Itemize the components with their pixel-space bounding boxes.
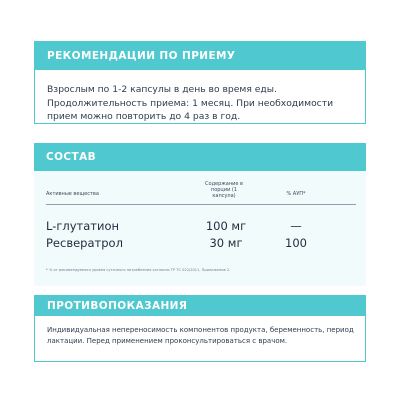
- table-header: [46, 181, 356, 201]
- dosage-line-3: прием можно повторить до 4 раз в год.: [47, 111, 241, 122]
- ingredient-name: L-глутатион: [46, 219, 120, 233]
- contraindications-line-1: Индивидуальная непереносимость компонентов продукта, беременность, период: [47, 326, 354, 334]
- dosage-text: [35, 70, 365, 124]
- ingredient-amount: 100 мг: [205, 219, 247, 233]
- composition-table: [34, 171, 366, 286]
- table-row: [46, 236, 356, 252]
- dosage-title: РЕКОМЕНДАЦИИ ПО ПРИЕМУ: [35, 42, 365, 70]
- composition-title: СОСТАВ: [34, 143, 366, 171]
- composition-footnote: * % от рекомендуемого уровня суточного потребления согласно ТР ТС 022/2011, Приложение 2.: [46, 268, 231, 272]
- contraindications-line-2: лактации. Перед применением проконсультироваться с врачом.: [47, 336, 288, 345]
- contraindications-title: ПРОТИВОПОКАЗАНИЯ: [35, 296, 365, 316]
- header-divider: [46, 204, 356, 205]
- ingredient-percent: 100: [285, 236, 307, 250]
- header-content: Содержание в порции (1 капсула): [205, 181, 243, 199]
- contraindications-card: [34, 295, 366, 362]
- header-percent: % АУП*: [286, 191, 306, 197]
- dosage-card: [34, 41, 366, 124]
- ingredient-percent: —: [290, 219, 302, 233]
- header-active: Активные вещества: [46, 191, 99, 197]
- ingredient-name: Ресвератрол: [46, 236, 123, 250]
- dosage-line-2: Продолжительность приема: 1 месяц. При необходимости: [47, 97, 334, 109]
- contraindications-text: [35, 316, 365, 346]
- table-row: [46, 219, 356, 235]
- dosage-line-1: Взрослым по 1-2 капсулы в день во время еды.: [47, 84, 277, 95]
- composition-card: [34, 143, 366, 286]
- ingredient-amount: 30 мг: [209, 236, 243, 250]
